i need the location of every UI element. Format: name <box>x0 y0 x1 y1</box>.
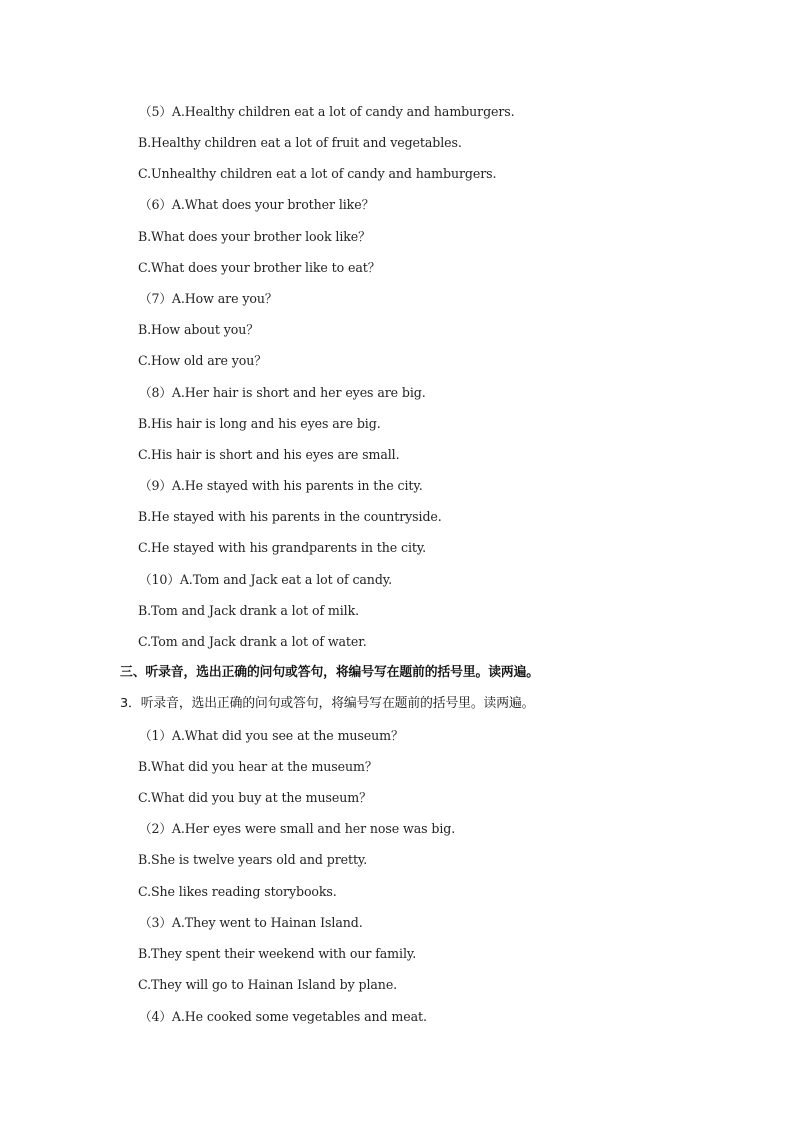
q6-option-a: （6）A.What does your brother like？ <box>139 197 375 212</box>
q3-2-option-c: C.She likes reading storybooks. <box>138 884 337 899</box>
q7-option-b: B.How about you？ <box>138 322 259 337</box>
q3-3-option-b: B.They spent their weekend with our family. <box>138 946 417 961</box>
q6-option-c: C.What does your brother like to eat？ <box>138 260 381 275</box>
question-3-instruction: 3．听录音，选出正确的问句或答句，将编号写在题前的括号里。读两遍。 <box>120 696 535 711</box>
q9-option-b: B.He stayed with his parents in the countryside. <box>138 509 442 524</box>
q3-3-option-c: C.They will go to Hainan Island by plane. <box>138 977 398 992</box>
q3-4-option-a: （4）A.He cooked some vegetables and meat. <box>139 1009 427 1024</box>
q9-option-c: C.He stayed with his grandparents in the city. <box>138 540 427 555</box>
q6-option-b: B.What does your brother look like？ <box>138 229 371 244</box>
q3-3-option-a: （3）A.They went to Hainan Island. <box>139 915 363 930</box>
section-three-heading: 三、听录音，选出正确的问句或答句，将编号写在题前的括号里。读两遍。 <box>120 665 539 680</box>
q10-option-a: （10）A.Tom and Jack eat a lot of candy. <box>139 572 393 587</box>
q3-2-option-a: （2）A.Her eyes were small and her nose was big. <box>139 821 456 836</box>
q5-option-b: B.Healthy children eat a lot of fruit and vegetables. <box>138 135 462 150</box>
q9-option-a: （9）A.He stayed with his parents in the city. <box>139 478 423 493</box>
q7-option-c: C.How old are you？ <box>138 353 267 368</box>
q7-option-a: （7）A.How are you？ <box>139 291 278 306</box>
q5-option-c: C.Unhealthy children eat a lot of candy and hamburgers. <box>138 166 497 181</box>
q8-option-c: C.His hair is short and his eyes are small. <box>138 447 400 462</box>
q10-option-c: C.Tom and Jack drank a lot of water. <box>138 634 367 649</box>
q3-1-option-c: C.What did you buy at the museum？ <box>138 790 372 805</box>
q3-1-option-a: （1）A.What did you see at the museum？ <box>139 728 404 743</box>
q8-option-a: （8）A.Her hair is short and her eyes are big. <box>139 385 426 400</box>
q3-1-option-b: B.What did you hear at the museum？ <box>138 759 378 774</box>
q5-option-a: （5）A.Healthy children eat a lot of candy and hamburgers. <box>139 104 515 119</box>
q10-option-b: B.Tom and Jack drank a lot of milk. <box>138 603 360 618</box>
q3-2-option-b: B.She is twelve years old and pretty. <box>138 852 368 867</box>
q8-option-b: B.His hair is long and his eyes are big. <box>138 416 381 431</box>
